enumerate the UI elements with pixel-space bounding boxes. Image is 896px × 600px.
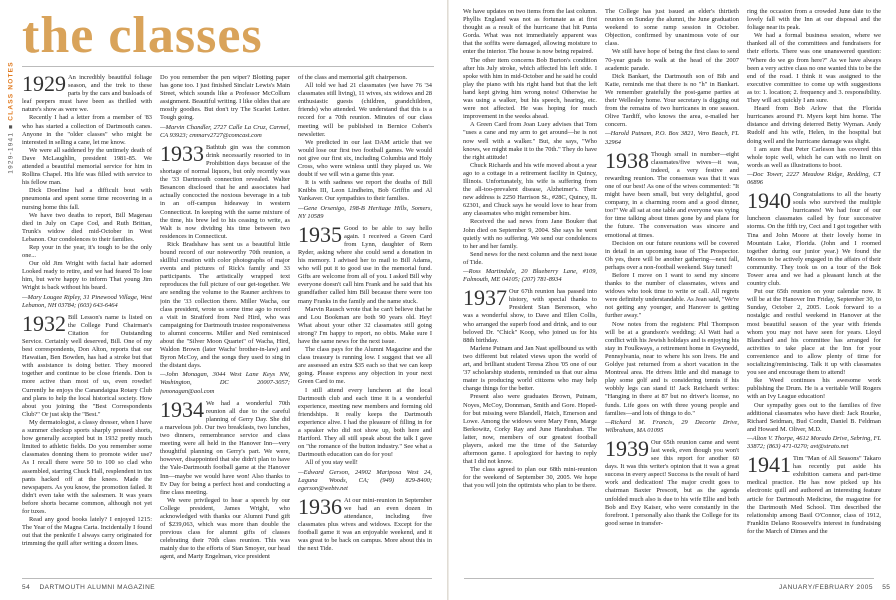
correspondent-signature: —Marvin Chandler, 2727 Calle La Cruz, Carmel, CA 93923; cmmarv2727@comcast.com [160,123,290,139]
note-text: The College has just issued an elder's thirtieth reunion on Sunday the alumni, the June graduation weekend to some ramp session in October. Objection, confirmed by unanimous vote of our class. [605,8,739,48]
right-page [449,0,896,600]
class-year-1940: 1940 [747,188,791,214]
note-text: Marvin Rausch wrote that he can't believe that he and Lou Bookman are both 90 years old. Hey! What about your other 32 classmates still going strong? I'm happy to report, no obits. Make sure I have the same news for the next issue. [298,305,432,345]
correspondent-signature: —Richard M. Francis, 29 Decorte Drive, Wilbraham, MA 01095 [605,418,739,434]
note-text: A Green Card from Joan Luey advises that Tom "uses a cane and my arm to get around—he is not now well with a walker." But, she says, "Who knows, we might make it to the 70th." They do have the right attitude! [463,121,597,161]
note-text: Ike Weed continues his awesome work publishing the Drum. He is a veritable Will Rogers with an Ivy League education! [747,377,881,401]
page-number-right: 55 [882,584,891,591]
correspondent-signature: —Harold Putnam, P.O. Box 3821, Vero Beach, FL 32964 [605,130,739,146]
note-text: All of you stay well! [305,459,358,467]
note-text: We still have hope of being the first class to send 70-year grads to walk at the head of the 2007 academic parade. [605,48,739,72]
note-text: At our mini-reunion in September we had an even dozen in attendance, including five classmates plus wives and widows. Except for the football game it was an enjoyable weekend, and it was great to be back on campus. More about this in the next Tide. [298,496,432,553]
note-text: Before I move on I want to send my sincere thanks to the number of classmates, wives and widows who took time to write or call. All regrets were definitely understandable. As Jean said, "We're not getting any younger, and Hanover is getting further away." [605,272,739,320]
note-text: We predicted in our last DAM article that we would lose our first two football games. We would not give our first six, including Columbia and Holy Cross, who were winless until they played us. We doubt if we will win a game this year. [298,138,432,179]
note-text: Our 67th reunion has passed into history, with special thanks to President Stan Berenson, who was a wonderful show, to Dave and Ellen Collis, who arranged the superb food and drink, and to our beloved Dr. "Chick" Koop, who joined us for his 88th birthday. [463,288,597,344]
note-text: Dick Bankart, the Dartmouth son of Bib and Katie, reminds me that there is no "h" in Bankart. We remember gratefully the post-game parties at their Wellesley home. Your secretary is digging out from the remains of two hurricanes in one season. Olive Tardiff, who knows the area, e-mailed her concern. [605,72,739,129]
class-year-1932: 1932 [22,310,66,336]
correspondent-signature: —John Monagan, 3044 West Lane Keys NW, Washington, DC 20007-3057; jsmonagan@aol.com [160,371,290,395]
class-year-1933: 1933 [160,140,204,166]
note-text: Our old Jim Wright with facial hair adorned Looked ready to retire, and we had feared To lose him, but we're happy to inform That young Jim Wright is back without his beard. [22,260,152,292]
class-year-1939: 1939 [605,435,649,461]
note-text: Chuck Richards and his wife moved about a year ago to a cottage in a retirement facility in Quincy, Illinois. Unfortunately, his wife is suffering from the all-too-prevalent disease, Alzheimer's. Their new address is 2250 Harrison St., #28C, Quincy, IL 62301, and Chuck says he would love to hear from any classmates who might remember him. [463,161,597,218]
class-year-1937: 1937 [463,285,507,311]
note-text: We have updates on two items from the last column. Phyllis England was not as fortunate as at first thought as a result of the hurricane that hit Punta Gorda. What was not immediately apparent was that the soffits were damaged, allowing moisture to enter the interior. The house is now being repaired. [463,8,597,56]
note-text: Recently I had a letter from a member of '83 who has started a collection of Dartmouth canes. Anyone in the "older classes" who might be interested in selling a cane, let me know. [22,114,152,146]
side-label-section: CLASS NOTES [7,61,15,121]
correspondent-signature: —Gene Orsenigo, 198-B Heritage Hills, Somers, NY 10589 [298,204,432,220]
left-column-3 [298,74,432,574]
note-text: Our 65th reunion came and went last week, even though you won't see this report for another 60 days. It was this writer's opinion that it was a great success in every aspect! Success is the result of hard work and dedication! The major credit goes to chairman Baxter Prescott, but as the agenda unfolded much also is due to his wife Ellie and both Bob and Evy Kaiser, who were constantly in the forefront. I personally also thank the College for its good sense in transfer- [605,438,739,527]
right-column-1 [463,8,597,574]
note-text: An incredibly beautiful foliage season, and the trek to these parts by the cars and busloads of leaf peepers must have been as thrilled with nature's show as were we. [22,74,152,114]
note-text: Dick Doerline had a difficult bout with pneumonia and spent some time recovering in a nursing home this fall. [22,187,152,211]
class-year-1929: 1929 [22,74,66,96]
note-text: My dermatologist, a classy dresser, when I have a summer checkup sports sharply pressed shorts, how generally accepted but in 1932 pretty much limited to athletic fields. Do you remember some classmates donning them to promote wider use? As I recall there were 50 to 100 so clad who assembled, starring Chuck Hall, resplendent in tux pants hacked off at the knees. Made the newspapers. As you know, the promotion failed. It didn't even take with the salesmen. It was years before shorts became common, although not yet for tuxes. [22,418,152,515]
right-column-2 [605,8,739,574]
note-text: I am sure that Peter Carleson has covered this whole topic well, which he can with no limit on words as well as illustrations to boot. [747,145,881,169]
note-text: Now notes from the registers: Phil Thompson will be at a grandson's wedding; Al Watt had a conflict with his Jewish holidays and is enjoying his stay in Foulkways, a retirement home in Gwynedd, Pennsylvania, near to where his son lives. He and Goldye just returned from a short vacation in the Montreal area. He drives little and did manage to play some golf and is considering tennis if his wobbly legs can stand it! Jack Reichardt writes: "Hanging in there at 87 but no driver's license, no funds. Life goes on with three young people and families—and lots of things to do." [605,320,739,417]
correspondent-signature: —Alton V. Thorpe, 4612 Morado Drive, Sebring, FL 33872; (863) 471-0270; avt@strato.net [747,434,881,450]
note-text: Do you remember the pen wiper? Blotting paper has gone too. I just finished Sinclair Lewis's Main Street, which sounds like a Professor McCollum assignment. Beautiful writing. I like oldies that are mostly goodies. But don't try The Scarlet Letter. Tough going. [160,74,290,122]
note-text: Congratulations to all the hearty souls who survived the multiple hurricanes! We had four of our luncheon classmates called by four successive storms. On the fifth try, Ceci and I got together with Tina and John Moore at their lovely home in Mountain Lake, Florida. (John and I roomed together during our junior year.) We found the Moores to be actively engaged in the affairs of their community. They took us on a tour of the Bok Tower area and we had a pleasant lunch at the country club. [747,191,881,288]
note-text: We were privileged to hear a speech by our College president, James Wright, who acknowledged with thanks our Alumni Fund gift of $239,063, which was more than double the previous class for alumni gifts of classes celebrating their 70th class reunion. This was mainly due to the efforts of Stan Smoyer, our head agent, and Marty Engelman, vice president [160,496,290,561]
class-year-1934: 1934 [160,396,204,422]
right-column-3 [747,8,881,574]
note-text: Bathtub gin was the common drink necessarily resorted to in Prohibition days because of the shortage of normal liquors, but only recently was the '33 Dartmouth connection revealed. Walter Besancon disclosed that he and associates had actually concocted the noxious beverage in a tub in an off-campus hideaway in western Connecticut. In keeping with the same mixture of the time, his brew led to his ceasing to write, as Walt is now dividing his time between two residences in Connecticut. [160,143,290,240]
class-year-1936: 1936 [298,493,342,519]
left-column-2 [160,74,290,574]
note-text: We have two deaths to report, Bill Magenau died in July on Cape Cod, and Ruth Brittan, Trunk's widow died mid-October in West Lebanon. Our condolences to their families. [22,211,152,243]
page-number-left: 54 [22,584,31,591]
note-text: It is with sadness we report the deaths of Bill Knibbs III, Leon Lindheim, Bob Griffin and Al Yankaver. Our sympathies to their families. [298,179,432,203]
note-text: Heard from Bob Arlow that the Florida hurricanes around Ft. Myers kept him home. The distance and driving deterred Betty Wyman. Andy Rudolf and his wife, Helen, in the hospital but doing well and the hurricane damage was slight. [747,105,881,145]
class-year-1941: 1941 [747,452,791,478]
left-page [0,0,447,600]
note-text: Read any good books lately? I enjoyed 1215: The Year of the Magna Carta. Incidentally I found out that the penknife I always carry originated for trimming the quill after writing a dozen lines. [22,516,152,548]
note-text: Rep your in the year, it's tough to be the only one... [22,243,152,260]
class-year-1935: 1935 [298,221,342,247]
note-text: The other item concerns Bob Burton's condition after his July stroke, which affected his left side. I spoke with him in mid-October and he said he could play the piano with his right hand but that the left hand kept giving him wrong notes! Otherwise he was using a walker, but his speech, hearing, etc. were not affected. He was hoping for much improvement in the weeks ahead. [463,56,597,121]
note-text: Send news for the next column and the next issue of Tide. [463,250,597,266]
class-year-1938: 1938 [605,147,649,173]
note-text: Rick Bradshaw has sent us a beautiful little bound record of our noteworthy 70th reunion, a skillful creation with color photographs of major events and pictures of Rick's family and 33 participants. The artistically wrapped text reproduces the full picture of our get-together. We are sending the volume to the Rauner archives to join the '33 collection there. Miller Wacha, our class president, wrote us some time ago to record a visit in Stratford from Ned Hird, who was campaigning for Dartmouth trustee responsiveness to alumni concerns. Miller and Ned reminisced about the "Silver Moon Quartet" of Wacha, Hird, Waldon Brown (later Wachs' brother-in-law) and Byron McCoy, and the songs they used to sing in the distant days. [160,240,290,370]
note-text: Bill Lesson's name is listed on the College Fund Chairman's Citation for Outstanding Service. Certainly well deserved, Bill. One of my best correspondents, Don Alton, reports that our Hawaiian, Ben Bowden, has had a stroke but that with assistance is doing better. They moored together and continue to be close friends. Don is more active than most of us, even rowdie! Currently he enjoys the Canandaigua Rotary Club and plans to help the local historical society. How about you joining the "Best Correspondents Club?" Or just skip the "Best." [22,313,152,418]
footer-rule [22,578,432,579]
note-text: We were all saddened by the untimely death of Dave McLaughlin, president 1981-85. We attended a beautiful memorial service for him in Rollins Chapel. His life was filled with service to his fellow man. [22,146,152,187]
note-text: The class agreed to plan our 68th mini-reunion for the weekend of September 30, 2005. We hope that you will join the optimists who plan to be there. [463,466,597,490]
magazine-name: DARTMOUTH ALUMNI MAGAZINE [39,584,156,591]
correspondent-signature: —Mary Lougee Ripley, 31 Pinewood Village, West Lebanon, NH 03784; (603) 643-6464 [22,293,152,309]
note-text: Our sympathy goes out to the families of five additional classmates who have died: Jack Rourke, Richard Seidman, Bud Condit, Daniel B. Feldman and Howard M. Oliver, M.D. [747,401,881,433]
issue-date: JANUARY/FEBRUARY 2005 [779,584,873,591]
note-text: Received the sad news from Jane Bouker that John died on September 9, 2004. She says he went quietly with no suffering. We send our condolences to her and her family. [463,218,597,250]
headline-rule [22,66,434,67]
note-text: The class pays for the Alumni Magazine and the class treasury is running low. I suggest that we all are assessed an extra $35 each so that we can keep going. Please express any objection in your next Green Card to me. [298,346,432,386]
note-text: Good to be able to say hello again. I received a Green Card from Lynn, daughter of Rem Ryder, asking where she could send a donation in his memory. I advised her to mail to Bill Adams, who will put it to good use in the memorial fund. Gifts are welcome from all of you. I asked Bill why everyone doesn't call him Frank and he said that his grandfather called him Bill because there were too many Franks in the family and the name stuck. [298,224,432,305]
correspondent-signature: —Edward Gerson, 24902 Mariposa West 24, Laguna Woods, CA; (949) 829-8400; egerson@webtv.net [298,468,432,492]
correspondent-signature: —Doc Tower, 2227 Meadow Ridge, Redding, CT 06896 [747,170,881,186]
note-text: Present also were graduates Brown, Putnam, Noyes, McCoy, Donnman, Smith and Gore. Hoped-for but missing were Blandell, Hatch, Emerson and Lowe. Among the widows were Mary Fenn, Marge Berkowitz, Corky Ray and June Handrahan. The latter, now, members of our greatest football players, asked me the time of the Saturday afternoon game. I apologized for having to reply that I did not know. [463,393,597,466]
note-text: Tim "Man of All Seasons" Takaro has recently put aside his exhibition camera and part-time medical practice. He has now picked up his electronic quill and authored an interesting feature article for Dartmouth Medicine, the magazine for the Dartmouth Med School. Tim described the relationship among Basil O'Connor, class of 1912, Franklin Delano Roosevelt's interest in fundraising for the March of Dimes and the [747,455,881,535]
note-text: Decision on our future reunions will be covered in detail in an upcoming issue of The Prospector. Oh yes, there will be another gathering—next fall, perhaps over a non-football weekend. Stay tuned! [605,239,739,271]
note-text: I still attend every luncheon at the local Dartmouth club and each time it is a wonderful experience, meeting new members and forming old friendships. It really keeps the Dartmouth experience alive. I had the pleasure of filling in for a speaker who did not show up, both here and Hartford. They all still speak about the talk I gave on "the romance of the button industry." See what a Dartmouth education can do for you! [298,386,432,459]
note-text: ring the occasion from a crowded June date to the lovely fall with the Inn at our disposal and the foliage near its peak. [747,8,881,32]
left-column-1 [22,74,152,574]
footer-left [22,584,155,591]
correspondent-signature: —Ross Martindale, 20 Blueberry Lane, #109, Falmouth, ME 04105; (207) 781-8934 [463,268,597,284]
page-headline: the classes [22,7,263,64]
footer-rule [464,578,874,579]
note-text: Marlene Putnam and Jan Nast spellbound us with two different but related views upon the world of art, and brilliant student Teresa Zhou '05 one of our '37 scholarship students, reminded us that our alma mater is producing world citizens who may help change things for the better. [463,344,597,393]
side-label-years: 1929-1941 [7,131,15,174]
side-label: 1929-1941 ■ CLASS NOTES [7,61,15,174]
note-text: Though small in number—eight classmates/five wives—it was, indeed, a very festive and rewarding reunion. The consensus was that it was one of our best! As one of the wives commented: "It might have been small, but very delightful, good company, in a charming room and a good dinner, too!" We all sat at one table and everyone was vying for time talking about times gone by and plans for the future. The conversation was sincere and emotional at times. [605,150,739,239]
note-text: of the class and memorial gift chairperson. [298,74,408,81]
note-text: Put our 65th reunion on your calendar now. It will be at the Hanover Inn Friday, September 30, to Sunday, October 2, 2005. Look forward to a nostalgic and restful weekend in Hanover at the most beautiful season of the year with friends whom you may not have seen for years. Lloyd Blanchard and his committee has arranged for activities to take place at the Inn for your convenience and to allow plenty of time for socializing/reminiscing. Talk it up with classmates you see and encourage them to attend! [747,288,881,377]
footer-right [779,584,890,591]
note-text: All told we had 21 classmates (we have 76 '34 classmates still living), 11 wives, six widows and 28 enthusiastic guests (children, grandchildren, friends) who attended. We understand that this is a record for a 70th reunion. Minutes of our class meeting will be published in Bernice Cohen's newsletter. [298,82,432,138]
note-text: We had a formal business session, where we thanked all of the committees and fundraisers for their efforts. There was one unanswered question: "Where do we go from here?" As we have always been a very active class no one wanted this to be the end of the road. I think it was assigned to the executive committee to come up with suggestions as to: 1. location; 2. frequency and 3. responsibility. They will act quickly I am sure. [747,32,881,105]
note-text: We had a wonderful 70th reunion all due to the careful planning of Gerry Day. She did a marvelous job. Our two breakfasts, two lunches, two dinners, remembrance service and class meeting were all held in the Hanover Inn—very thoughtful planning on Gerry's part. We were, however, disappointed that she didn't plan to have the Yale-Dartmouth football game at the Hanover Inn—maybe we would have won! Also thanks to Ev Day for being a perfect host and conducting a fine class meeting. [160,399,290,496]
